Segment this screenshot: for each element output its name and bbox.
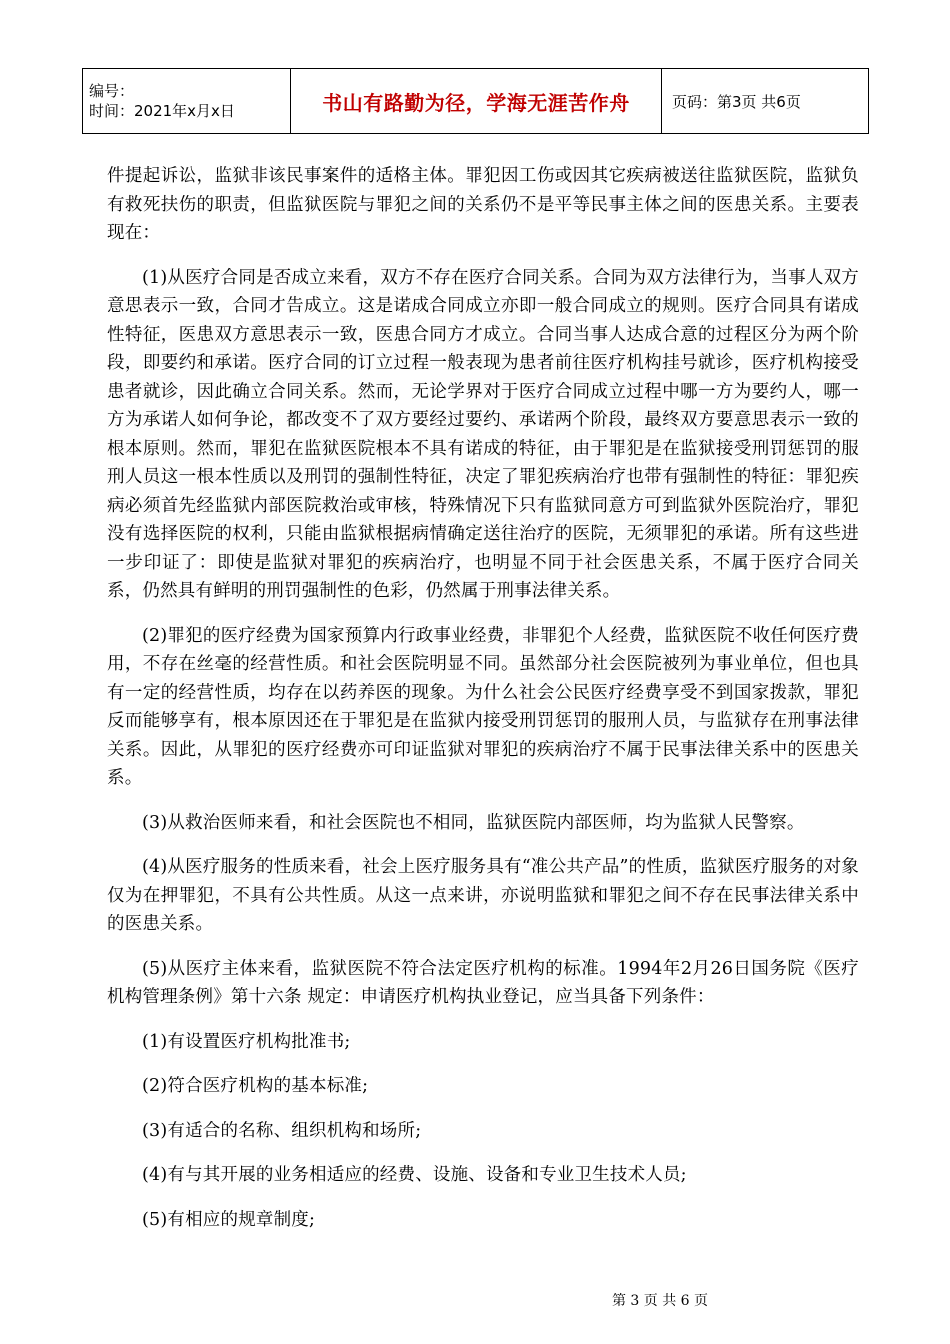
paragraph-point-2: (2)罪犯的医疗经费为国家预算内行政事业经费，非罪犯个人经费，监狱医院不收任何医疗费用，不存在丝毫的经营性质。和社会医院明显不同。虽然部分社会医院被列为事业单位，但也具有一定的经营性质，均存在以药养医的现象。为什么社会公民医疗经费享受不到国家拨款，罪犯反而能够享有，根本原因还在于罪犯是在监狱内接受刑罚惩罚的服刑人员，与监狱存在刑事法律关系。因此，从罪犯的医疗经费亦可印证监狱对罪犯的疾病治疗不属于民事法律关系中的医患关系。 [107, 625, 859, 788]
condition-item-1: (1)有设置医疗机构批准书; [142, 1031, 351, 1052]
document-body [107, 162, 859, 1250]
header-motto: 书山有路勤为径，学海无涯苦作舟 [291, 69, 662, 134]
header-meta [83, 69, 291, 134]
condition-item-3: (3)有适合的名称、组织机构和场所; [142, 1120, 422, 1141]
paragraph-point-4: (4)从医疗服务的性质来看，社会上医疗服务具有“准公共产品”的性质，监狱医疗服务的对象仅为在押罪犯，不具有公共性质。从这一点来讲，亦说明监狱和罪犯之间不存在民事法律关系中的医患关系。 [107, 857, 859, 934]
page-footer: 第 3 页 共 6 页 [611, 1293, 709, 1309]
paragraph-point-1: (1)从医疗合同是否成立来看，双方不存在医疗合同关系。合同为双方法律行为，当事人双方意思表示一致，合同才告成立。这是诺成合同成立亦即一般合同成立的规则。医疗合同具有诺成性特征，医患双方意思表示一致，医患合同方才成立。合同当事人达成合意的过程区分为两个阶段，即要约和承诺。医疗合同的订立过程一般表现为患者前往医疗机构挂号就诊，医疗机构接受患者就诊，因此确立合同关系。然而，无论学界对于医疗合同成立过程中哪一方为要约人，哪一方为承诺人如何争论，都改变不了双方要经过要约、承诺两个阶段，最终双方要意思表示一致的根本原则。然而，罪犯在监狱医院根本不具有诺成的特征，由于罪犯是在监狱接受刑罚惩罚的服刑人员这一根本性质以及刑罚的强制性特征，决定了罪犯疾病治疗也带有强制性的特征：罪犯疾病必须首先经监狱内部医院救治或审核，特殊情况下只有监狱同意方可到监狱外医院治疗，罪犯没有选择医院的权利，只能由监狱根据病情确定送往治疗的医院，无须罪犯的承诺。所有这些进一步印证了：即使是监狱对罪犯的疾病治疗，也明显不同于社会医患关系，不属于医疗合同关系，仍然具有鲜明的刑罚强制性的色彩，仍然属于刑事法律关系。 [107, 267, 859, 601]
header-page-info: 页码：第3页 共6页 [662, 69, 869, 134]
paragraph-continuation: 件提起诉讼，监狱非该民事案件的适格主体。罪犯因工伤或因其它疾病被送往监狱医院，监狱负有救死扶伤的职责，但监狱医院与罪犯之间的关系仍不是平等民事主体之间的医患关系。主要表现在： [107, 166, 859, 243]
document-date-label: 时间：2021年x月x日 [89, 102, 235, 120]
condition-item-4: (4)有与其开展的业务相适应的经费、设施、设备和专业卫生技术人员; [142, 1165, 687, 1185]
document-header [82, 68, 869, 134]
condition-item-2: (2)符合医疗机构的基本标准; [142, 1076, 369, 1096]
condition-item-5: (5)有相应的规章制度; [142, 1209, 316, 1230]
document-number-label: 编号： [89, 82, 135, 100]
paragraph-point-3: (3)从救治医师来看，和社会医院也不相同，监狱医院内部医师，均为监狱人民警察。 [142, 812, 805, 833]
paragraph-point-5: (5)从医疗主体来看，监狱医院不符合法定医疗机构的标准。1994年2月26日国务院《医疗机构管理条例》第十六条 规定：申请医疗机构执业登记，应当具备下列条件： [107, 958, 859, 1007]
